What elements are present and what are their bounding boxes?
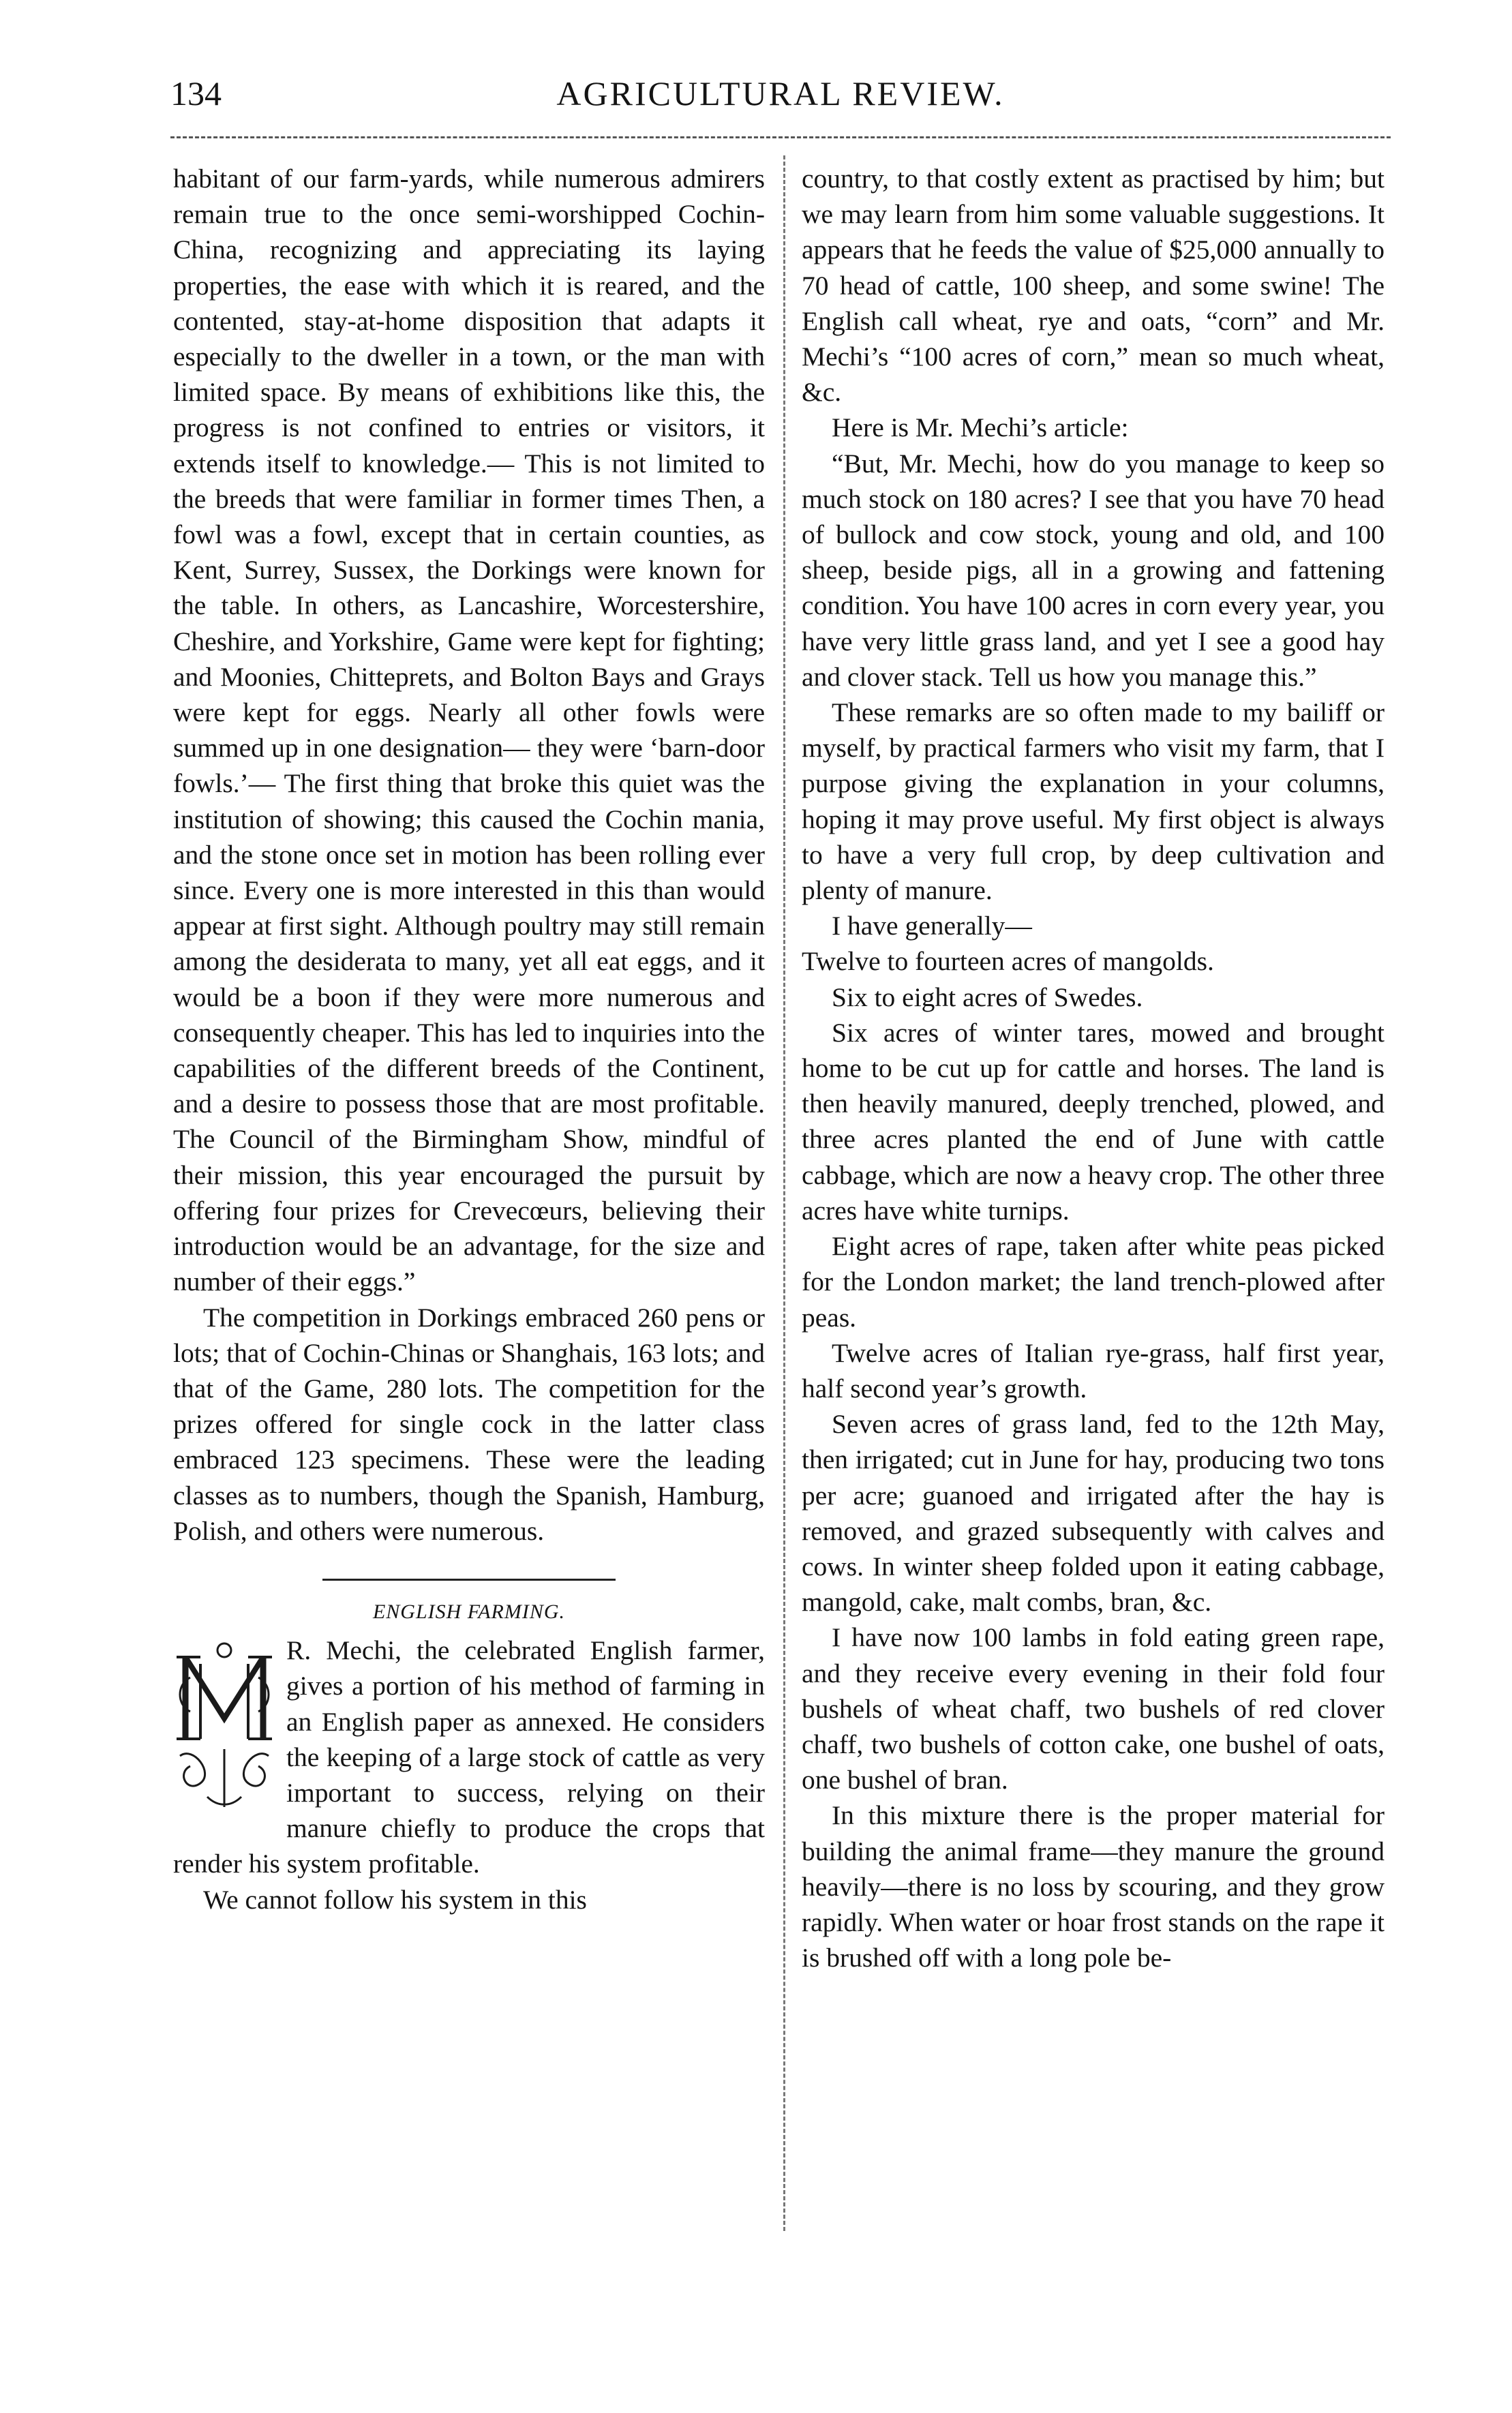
right-paragraph-3: “But, Mr. Mechi, how do you manage to keep so much stock on 180 acres? I see that you have 70 head of bullock and cow stock, young and old, and 100 sheep, beside pigs, all in a growing and fattening condition. You have 100 acres in corn every year, you have very little grass land, and yet I see a good hay and clover stack. Tell us how you manage this.” xyxy=(802,448,1385,692)
page-number: 134 xyxy=(170,74,222,112)
column-divider xyxy=(783,155,785,2231)
left-paragraph-2: The competition in Dorkings embraced 260 pens or lots; that of Cochin-Chinas or Shanghais, 163 lots; and that of the Game, 280 lots. The competition for the prizes offered for single cock in the latter class embraced 123 specimens. These were the leading classes as to numbers, though the Spanish, Hamburg, Polish, and others were numerous. xyxy=(173,1302,765,1546)
right-paragraph-5: I have generally— xyxy=(832,911,1032,941)
right-paragraph-2: Here is Mr. Mechi’s article: xyxy=(832,412,1129,443)
left-paragraph-3: R. Mechi, the celebrated English farmer, gives a portion of his method of farming in an English paper as annexed. He considers the keeping of a large stock of cattle as very important to success, relying on their manure chiefly to produce the crops that render his system profitable. xyxy=(173,1635,765,1879)
right-paragraph-13: In this mixture there is the proper material for building the animal frame—they manure the ground heavily—there is no loss by scouring, and they grow rapidly. When water or hoar frost stands on the rape it is brushed off with a long pole be- xyxy=(802,1800,1385,1973)
header-rule xyxy=(170,136,1391,138)
right-paragraph-6: Twelve to fourteen acres of mangolds. xyxy=(802,946,1214,977)
right-column xyxy=(802,161,1385,1975)
right-paragraph-4: These remarks are so often made to my bailiff or myself, by practical farmers who visit my farm, that I purpose giving the explanation in your columns, hoping it may prove useful. My first object is always to have a very full crop, by deep cultivation and plenty of manure. xyxy=(802,697,1385,906)
right-paragraph-9: Eight acres of rape, taken after white peas picked for the London market; the land trench-plowed after peas. xyxy=(802,1231,1385,1333)
ornamental-letter-M-icon xyxy=(173,1637,275,1812)
right-paragraph-11: Seven acres of grass land, fed to the 12th May, then irrigated; cut in June for hay, producing two tons per acre; guanoed and irrigated after the hay is removed, and grazed subsequently with calves and cows. In winter sheep folded upon it eating cabbage, mangold, cake, malt combs, bran, &c. xyxy=(802,1409,1385,1618)
left-paragraph-1: habitant of our farm-yards, while numerous admirers remain true to the once semi-worshipped Cochin-China, recognizing and appreciating its laying properties, the ease with which it is reared, and the contented, stay-at-home disposition that adapts it especially to the dweller in a town, or the man with limited space. By means of exhibitions like this, the progress is not confined to entries or visitors, it extends itself to knowledge.— This is not limited to the breeds that were familiar in former times Then, a fowl was a fowl, except that in certain counties, as Kent, Surrey, Sussex, the Dorkings were known for the table. In others, as Lancashire, Worcestershire, Cheshire, and Yorkshire, Game were kept for fighting; and Moonies, Chitteprets, and Bolton Bays and Grays were kept for eggs. Nearly all other fowls were summed up in one designation— they were ‘barn-door fowls.’— The first thing that broke this quiet was the institution of showing; this caused the Cochin mania, and the stone once set in motion has been rolling ever since. Every one is more interested in this than would appear at first sight. Although poultry may still remain among the desiderata to many, yet all eat eggs, and it would be a boon if they were more numerous and consequently cheaper. This has led to inquiries into the capabilities of the different breeds of the Continent, and a desire to possess those that are most profitable. The Council of the Birmingham Show, mindful of their mission, this year encouraged the pursuit by offering four prizes for Crevecœurs, believing their introduction would be an advantage, for the size and number of their eggs.” xyxy=(173,164,765,1297)
section-rule xyxy=(322,1579,616,1581)
right-paragraph-8: Six acres of winter tares, mowed and brought home to be cut up for cattle and horses. The land is then heavily manured, deeply trenched, plowed, and three acres planted the end of June with cattle cabbage, which are now a heavy crop. The other three acres have white turnips. xyxy=(802,1017,1385,1226)
left-column xyxy=(173,161,765,1917)
left-paragraph-4: We cannot follow his system in this xyxy=(203,1884,587,1915)
running-title: AGRICULTURAL REVIEW. xyxy=(556,74,1005,112)
section-title: ENGLISH FARMING. xyxy=(372,1600,566,1623)
right-paragraph-7: Six to eight acres of Swedes. xyxy=(832,982,1143,1012)
page-header xyxy=(170,74,1391,123)
right-paragraph-12: I have now 100 lambs in fold eating green rape, and they receive every evening in their fold four bushels of wheat chaff, two bushels of red clover chaff, two bushels of cotton cake, one bushel of oats, one bushel of bran. xyxy=(802,1622,1385,1795)
right-paragraph-10: Twelve acres of Italian rye-grass, half first year, half second year’s growth. xyxy=(802,1337,1385,1403)
right-paragraph-1: country, to that costly extent as practised by him; but we may learn from him some valuable suggestions. It appears that he feeds the value of $25,000 annually to 70 head of cattle, 100 sheep, and some swine! The English call wheat, rye and oats, “corn” and Mr. Mechi’s “100 acres of corn,” mean so much wheat, &c. xyxy=(802,164,1385,408)
